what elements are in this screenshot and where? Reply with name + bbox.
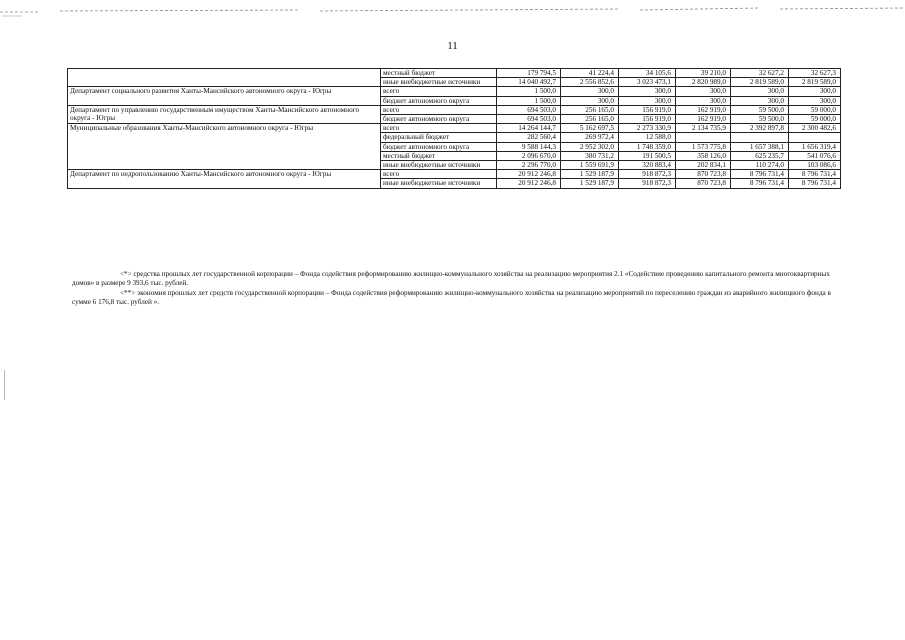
value-cell: 34 105,6 — [619, 69, 676, 78]
value-cell: 156 919,0 — [619, 105, 676, 114]
table-row — [68, 69, 841, 78]
value-cell: 918 872,3 — [619, 170, 676, 179]
finance-table — [67, 68, 841, 189]
source-cell: бюджет автономного округа — [381, 115, 497, 124]
value-cell: 1 748 359,0 — [619, 142, 676, 151]
value-cell: 918 872,3 — [619, 179, 676, 188]
value-cell: 8 796 731,4 — [789, 179, 841, 188]
value-cell: 8 796 731,4 — [731, 170, 789, 179]
table-row — [68, 87, 841, 96]
value-cell: 162 919,0 — [676, 105, 731, 114]
value-cell: 256 165,0 — [561, 115, 619, 124]
table-row — [68, 105, 841, 114]
value-cell: 12 588,0 — [619, 133, 676, 142]
footnotes — [72, 270, 842, 308]
value-cell: 1 573 775,8 — [676, 142, 731, 151]
value-cell: 300,0 — [789, 87, 841, 96]
value-cell: 2 096 670,0 — [497, 151, 561, 160]
value-cell: 191 500,5 — [619, 151, 676, 160]
value-cell: 156 919,0 — [619, 115, 676, 124]
department-cell: Департамент социального развития Ханты-Мансийского автономного округа - Югры — [68, 87, 381, 105]
department-cell: Муниципальные образования Ханты-Мансийского автономного округа - Югры — [68, 124, 381, 170]
value-cell: 300,0 — [731, 87, 789, 96]
value-cell: 300,0 — [619, 87, 676, 96]
value-cell: 269 972,4 — [561, 133, 619, 142]
value-cell: 1 559 691,9 — [561, 161, 619, 170]
value-cell: 1 657 388,1 — [731, 142, 789, 151]
scan-edge-artifact — [0, 4, 905, 18]
value-cell: 41 224,4 — [561, 69, 619, 78]
value-cell: 32 627,2 — [731, 69, 789, 78]
value-cell: 8 796 731,4 — [731, 179, 789, 188]
value-cell: 110 274,0 — [731, 161, 789, 170]
value-cell — [731, 133, 789, 142]
value-cell: 694 503,0 — [497, 105, 561, 114]
value-cell: 2 556 852,6 — [561, 78, 619, 87]
value-cell: 2 819 589,0 — [731, 78, 789, 87]
value-cell: 2 296 770,0 — [497, 161, 561, 170]
value-cell: 39 210,0 — [676, 69, 731, 78]
value-cell: 59 000,0 — [789, 105, 841, 114]
scan-margin-mark — [4, 370, 5, 400]
source-cell: федеральный бюджет — [381, 133, 497, 142]
source-cell: иные внебюджетные источники — [381, 78, 497, 87]
value-cell: 14 264 144,7 — [497, 124, 561, 133]
value-cell: 300,0 — [676, 96, 731, 105]
source-cell: всего — [381, 124, 497, 133]
value-cell: 870 723,8 — [676, 170, 731, 179]
source-cell: местный бюджет — [381, 151, 497, 160]
value-cell: 202 834,1 — [676, 161, 731, 170]
value-cell: 2 820 989,0 — [676, 78, 731, 87]
value-cell: 14 040 492,7 — [497, 78, 561, 87]
source-cell: бюджет автономного округа — [381, 96, 497, 105]
footnote-1: <*> средства прошлых лет государственной корпорации – Фонда содействия реформированию жилищно-коммунального хозяйства на реализацию мероприятия 2.1 «Содействие проведению капитального ремонта многоквартирных домов» в размере 9 393,6 тыс. рублей. — [72, 270, 830, 287]
value-cell: 103 086,6 — [789, 161, 841, 170]
value-cell: 59 000,0 — [789, 115, 841, 124]
table-row — [68, 170, 841, 179]
value-cell — [789, 133, 841, 142]
value-cell: 59 500,0 — [731, 115, 789, 124]
value-cell: 9 588 144,3 — [497, 142, 561, 151]
value-cell: 162 919,0 — [676, 115, 731, 124]
value-cell: 256 165,0 — [561, 105, 619, 114]
value-cell: 625 235,7 — [731, 151, 789, 160]
value-cell: 1 500,0 — [497, 87, 561, 96]
value-cell: 2 273 330,9 — [619, 124, 676, 133]
value-cell: 1 529 187,9 — [561, 179, 619, 188]
value-cell: 300,0 — [676, 87, 731, 96]
source-cell: иные внебюджетные источники — [381, 161, 497, 170]
value-cell: 2 819 589,0 — [789, 78, 841, 87]
value-cell: 1 529 187,9 — [561, 170, 619, 179]
value-cell: 179 794,5 — [497, 69, 561, 78]
value-cell: 2 300 482,6 — [789, 124, 841, 133]
value-cell: 541 076,6 — [789, 151, 841, 160]
value-cell: 300,0 — [619, 96, 676, 105]
page-number: 11 — [447, 40, 458, 52]
source-cell: местный бюджет — [381, 69, 497, 78]
footnote-2: <**> экономия прошлых лет средств государственной корпорации – Фонда содействия реформированию жилищно-коммунального хозяйства на реализацию мероприятий по переселению граждан из аварийного жилищного фонда в сумме 6 176,8 тыс. рублей ». — [72, 289, 831, 306]
value-cell: 1 656 319,4 — [789, 142, 841, 151]
value-cell: 320 883,4 — [619, 161, 676, 170]
value-cell: 282 560,4 — [497, 133, 561, 142]
table-row — [68, 124, 841, 133]
source-cell: иные внебюджетные источники — [381, 179, 497, 188]
value-cell: 8 796 731,4 — [789, 170, 841, 179]
source-cell: всего — [381, 170, 497, 179]
value-cell: 300,0 — [789, 96, 841, 105]
value-cell: 870 723,8 — [676, 179, 731, 188]
value-cell: 300,0 — [561, 87, 619, 96]
value-cell: 59 500,0 — [731, 105, 789, 114]
value-cell — [676, 133, 731, 142]
value-cell: 20 912 246,8 — [497, 179, 561, 188]
value-cell: 3 023 473,1 — [619, 78, 676, 87]
value-cell: 380 731,2 — [561, 151, 619, 160]
value-cell: 694 503,0 — [497, 115, 561, 124]
value-cell: 20 912 246,8 — [497, 170, 561, 179]
department-cell: Департамент по недропользованию Ханты-Мансийского автономного округа - Югры — [68, 170, 381, 188]
value-cell: 2 392 897,8 — [731, 124, 789, 133]
department-cell: Департамент по управлению государственным имуществом Ханты-Мансийского автономного округа - Югры — [68, 105, 381, 123]
source-cell: бюджет автономного округа — [381, 142, 497, 151]
value-cell: 300,0 — [731, 96, 789, 105]
value-cell: 2 952 302,0 — [561, 142, 619, 151]
value-cell: 5 162 697,5 — [561, 124, 619, 133]
value-cell: 2 134 735,9 — [676, 124, 731, 133]
department-cell — [68, 69, 381, 87]
value-cell: 32 627,3 — [789, 69, 841, 78]
source-cell: всего — [381, 105, 497, 114]
source-cell: всего — [381, 87, 497, 96]
value-cell: 1 500,0 — [497, 96, 561, 105]
finance-table-body — [68, 69, 841, 189]
value-cell: 358 126,0 — [676, 151, 731, 160]
value-cell: 300,0 — [561, 96, 619, 105]
